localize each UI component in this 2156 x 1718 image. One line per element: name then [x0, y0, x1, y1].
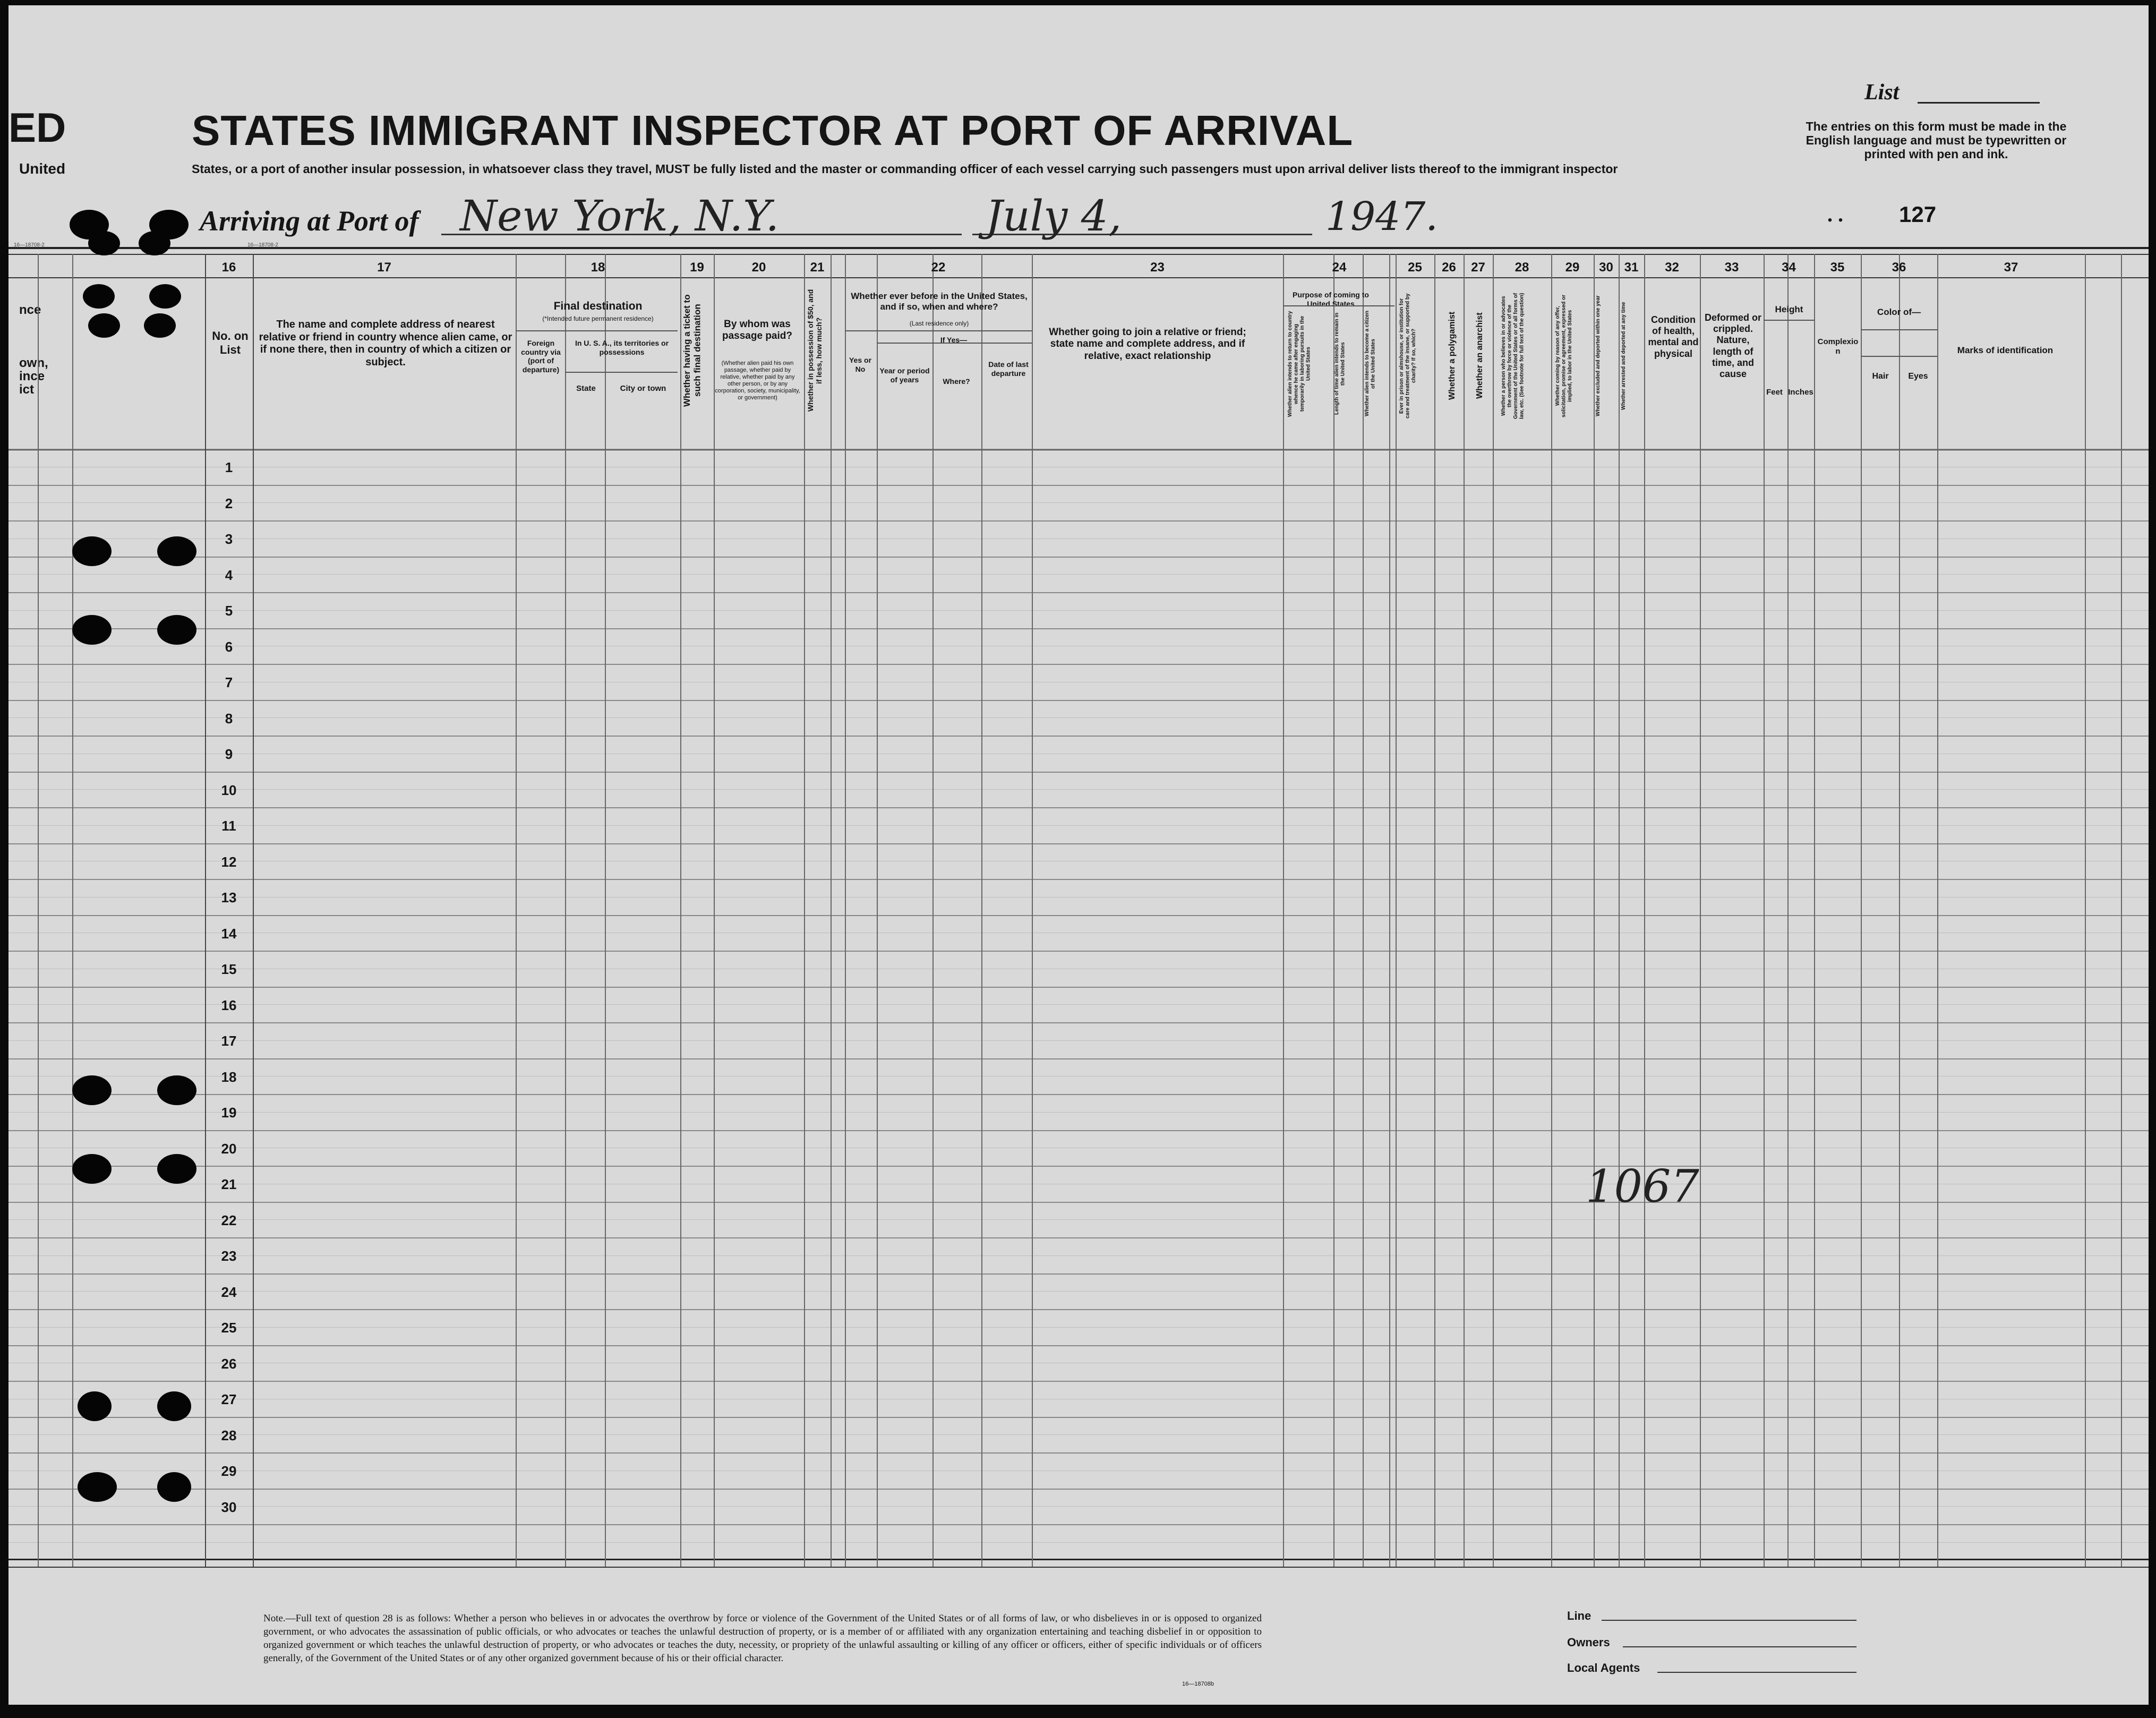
- row-number: 6: [225, 638, 233, 655]
- header-eyes: Eyes: [1908, 372, 1928, 381]
- column-rule: [565, 254, 566, 1567]
- header-excluded: Whether excluded and deported within one year: [1595, 295, 1601, 416]
- column-rule: [831, 254, 832, 1567]
- row-number: 2: [225, 495, 233, 511]
- list-label: List: [1864, 80, 1900, 105]
- row-rule: [8, 1417, 2149, 1418]
- column-rule: [1787, 254, 1789, 1567]
- row-number: 16: [221, 997, 237, 1013]
- column-rule: [714, 254, 715, 1567]
- punch-hole: [78, 1391, 112, 1421]
- row-number: 10: [221, 782, 237, 798]
- row-mid-rule: [8, 789, 2149, 790]
- column-rule: [1814, 254, 1815, 1567]
- header-if-yes: If Yes—: [940, 336, 968, 344]
- column-number: 30: [1599, 260, 1613, 275]
- column-rule: [1333, 254, 1334, 1567]
- row-rule: [8, 1345, 2149, 1346]
- row-rule: [8, 700, 2149, 701]
- column-rule: [877, 254, 878, 1567]
- row-number: 20: [221, 1140, 237, 1157]
- grid-bottom-rule: [8, 1559, 2149, 1560]
- column-rule: [1594, 254, 1595, 1567]
- punch-hole: [88, 231, 120, 255]
- subheader-rule: [1861, 356, 1937, 357]
- row-rule: [8, 485, 2149, 486]
- row-number: 25: [221, 1320, 237, 1336]
- row-number: 13: [221, 890, 237, 905]
- micro-code-left: 16—18708-2: [14, 242, 45, 248]
- row-number: 30: [221, 1499, 237, 1515]
- column-rule: [1700, 254, 1701, 1567]
- left-fragment: nce: [19, 303, 41, 317]
- column-number: 37: [2004, 260, 2018, 275]
- subheader-rule: [516, 330, 678, 331]
- column-rule: [680, 254, 681, 1567]
- header-final-destination-note: (*Intended future permanent residence): [542, 315, 654, 322]
- header-year-period: Year or period of years: [879, 366, 930, 384]
- partial-title: ED: [8, 104, 66, 151]
- left-fragment: own,: [19, 356, 48, 370]
- left-fragment: ince: [19, 369, 45, 383]
- header-hair: Hair: [1872, 372, 1889, 381]
- row-number: 26: [221, 1355, 237, 1372]
- column-rule: [1644, 254, 1645, 1567]
- row-rule: [8, 951, 2149, 952]
- row-number: 18: [221, 1069, 237, 1085]
- row-rule: [8, 628, 2149, 629]
- column-rule: [516, 254, 517, 1567]
- footnote-question-28: Note.—Full text of question 28 is as follows: Whether a person who believes in or advocates the overthrow by force or violence of the Government of the United States or of all forms of law, or who disbelieves in or is opposed to organized government, or who advocates the assassination of public officials, or who advocates or teaches the unlawful destruction of property, or is a member of or affiliated with any organization entertaining and teaching disbelief in or opposition to organized government or which teaches the unlawful destruction of property, or who advocates or teaches the duty, necessity, or propriety of the unlawful assaulting or killing of any officer or officers, either of specific individuals or of officers generally, of the Government of the United States or of any other organized government because of his or their official character.: [263, 1613, 1262, 1664]
- column-rule: [1764, 254, 1765, 1567]
- row-number: 9: [225, 746, 233, 762]
- column-rule: [1937, 254, 1938, 1567]
- column-rule: [1283, 254, 1284, 1567]
- header-anarchist: Whether an anarchist: [1475, 312, 1484, 399]
- column-number: 21: [810, 260, 825, 275]
- local-agents-fill: [1657, 1672, 1856, 1673]
- line-fill: [1602, 1620, 1856, 1621]
- header-inches: Inches: [1788, 388, 1813, 397]
- subheader-rule: [1764, 320, 1814, 321]
- header-ever-before: Whether ever before in the United States, and if so, when and where?: [851, 291, 1028, 312]
- header-where: Where?: [943, 377, 970, 386]
- header-last-residence: (Last residence only): [909, 320, 969, 327]
- row-mid-rule: [8, 502, 2149, 503]
- header-feet: Feet: [1766, 388, 1783, 397]
- owners-fill: [1623, 1646, 1856, 1647]
- header-nearest-relative: The name and complete address of nearest relative or friend in country whence alien came, or if none there, then in country of which a citizen or subject.: [259, 319, 512, 368]
- punch-hole: [72, 536, 112, 566]
- header-overthrow: Whether a person who believes in or advocates the overthrow by force or violence of the Government of the United States or of all forms of law, etc. (See footnote for full text of the question): [1501, 293, 1525, 419]
- punch-hole: [72, 615, 112, 645]
- header-in-usa: In U. S. A., its territories or possessions: [575, 339, 669, 356]
- punch-hole: [157, 1154, 196, 1184]
- row-rule: [8, 1166, 2149, 1167]
- row-rule: [8, 1524, 2149, 1525]
- header-polygamist: Whether a polygamist: [1448, 311, 1457, 400]
- column-number: 18: [591, 260, 605, 275]
- row-rule: [8, 1130, 2149, 1131]
- punch-hole: [139, 231, 170, 255]
- micro-code-center: 16—18708-2: [247, 242, 278, 248]
- row-number: 4: [225, 567, 233, 583]
- row-rule: [8, 1273, 2149, 1275]
- header-purpose-length: Length of time alien intends to remain in the United States: [1334, 312, 1346, 415]
- header-deported: Whether arrested and deported at any time: [1621, 302, 1627, 410]
- date-value: July 4,: [986, 191, 1122, 241]
- row-rule: [8, 1452, 2149, 1454]
- partial-subtitle: United: [19, 160, 66, 177]
- header-labor-offer: Whether coming by reason of any offer, solicitation, promise or agreement, expressed or implied, to labor in the United States: [1555, 294, 1573, 417]
- header-complexion: Complexion: [1817, 337, 1859, 356]
- punch-hole: [157, 1391, 191, 1421]
- row-number: 29: [221, 1463, 237, 1479]
- row-mid-rule: [8, 717, 2149, 718]
- column-rule: [981, 254, 982, 1567]
- row-mid-rule: [8, 825, 2149, 826]
- row-mid-rule: [8, 897, 2149, 898]
- header-state: State: [576, 384, 596, 393]
- row-mid-rule: [8, 1255, 2149, 1256]
- left-fragment: ict: [19, 382, 35, 397]
- column-number: 22: [931, 260, 946, 275]
- column-number: 36: [1892, 260, 1906, 275]
- column-rule: [2085, 254, 2086, 1567]
- punch-hole: [144, 313, 176, 338]
- dots: . .: [1827, 202, 1843, 226]
- row-number: 1: [225, 459, 233, 475]
- handwritten-note: 1067: [1586, 1160, 1699, 1212]
- column-number: 19: [690, 260, 704, 275]
- grid-bottom-rule: [8, 1567, 2149, 1568]
- row-rule: [8, 1202, 2149, 1203]
- column-number: 28: [1515, 260, 1529, 275]
- column-rule: [1899, 254, 1900, 1567]
- column-rule: [1861, 254, 1862, 1567]
- row-rule: [8, 664, 2149, 665]
- punch-hole: [78, 1472, 117, 1502]
- row-number: 27: [221, 1391, 237, 1407]
- column-number: 34: [1782, 260, 1796, 275]
- subheader-rule: [1283, 305, 1394, 306]
- row-mid-rule: [8, 1291, 2149, 1292]
- row-mid-rule: [8, 1434, 2149, 1435]
- header-final-destination: Final destination: [553, 300, 643, 312]
- punch-hole: [88, 313, 120, 338]
- row-rule: [8, 520, 2149, 522]
- column-rule: [1551, 254, 1552, 1567]
- column-rule: [253, 254, 254, 1567]
- punch-hole: [157, 1472, 191, 1502]
- column-rule: [205, 254, 206, 1567]
- row-mid-rule: [8, 610, 2149, 611]
- row-mid-rule: [8, 1327, 2149, 1328]
- column-rule: [1619, 254, 1620, 1567]
- column-number: 27: [1471, 260, 1485, 275]
- column-rule: [605, 254, 606, 1567]
- row-rule: [8, 1237, 2149, 1238]
- row-number: 12: [221, 853, 237, 870]
- row-number: 15: [221, 961, 237, 977]
- header-marks: Marks of identification: [1957, 345, 2054, 355]
- column-number: 33: [1724, 260, 1739, 275]
- header-foreign-country: Foreign country via (port of departure): [521, 339, 561, 374]
- column-number: 35: [1830, 260, 1845, 275]
- row-number: 5: [225, 603, 233, 619]
- subheader-rule: [1861, 329, 1937, 330]
- column-rule: [804, 254, 805, 1567]
- form-subtitle: States, or a port of another insular possession, in whatsoever class they travel, MUST be fully listed and the master or commanding officer of each vessel carrying such passengers must upon arrival deliver lists thereof to the immigrant inspector: [192, 162, 1618, 176]
- header-passage-paid: By whom was passage paid?: [722, 319, 792, 342]
- punch-hole: [149, 284, 181, 309]
- row-number: 21: [221, 1176, 237, 1192]
- list-number-line: [1918, 102, 2040, 104]
- column-rule: [845, 254, 846, 1567]
- port-value: New York, N.Y.: [460, 191, 780, 241]
- row-rule: [8, 987, 2149, 988]
- column-rule: [72, 254, 73, 1567]
- header-date-departure: Date of last departure: [988, 360, 1029, 378]
- row-mid-rule: [8, 1219, 2149, 1220]
- row-rule: [8, 1022, 2149, 1023]
- row-mid-rule: [8, 574, 2149, 575]
- row-number: 24: [221, 1284, 237, 1300]
- column-number: 25: [1408, 260, 1422, 275]
- header-purpose: Purpose of coming to United States: [1293, 290, 1369, 308]
- header-health: Condition of health, mental and physical: [1648, 314, 1699, 359]
- column-number: 26: [1442, 260, 1456, 275]
- header-prison: Ever in prison or almshouse, or institution for care and treatment of the insane, or supported by charity? If so, which?: [1399, 293, 1417, 418]
- row-rule: [8, 807, 2149, 808]
- form-code: 16—18708b: [1182, 1681, 1214, 1687]
- row-rule: [8, 557, 2149, 558]
- column-number: 16: [221, 260, 236, 275]
- label-local-agents: Local Agents: [1567, 1661, 1640, 1674]
- column-number: 29: [1565, 260, 1580, 275]
- header-joining-relative: Whether going to join a relative or friend; state name and complete address, and if relative, exact relationship: [1049, 327, 1246, 362]
- column-rule: [1493, 254, 1494, 1567]
- row-rule: [8, 1058, 2149, 1059]
- row-rule: [8, 736, 2149, 737]
- row-number: 28: [221, 1427, 237, 1443]
- row-mid-rule: [8, 1040, 2149, 1041]
- row-rule: [8, 449, 2149, 450]
- arriving-label: Arriving at Port of: [200, 205, 419, 237]
- column-rule: [1396, 254, 1397, 1567]
- column-number: 20: [751, 260, 766, 275]
- row-number: 14: [221, 925, 237, 942]
- label-owners: Owners: [1567, 1636, 1610, 1649]
- form-title: STATES IMMIGRANT INSPECTOR AT PORT OF ARRIVAL: [192, 107, 1354, 154]
- row-mid-rule: [8, 1506, 2149, 1507]
- column-number: 24: [1332, 260, 1347, 275]
- punch-hole: [72, 1154, 112, 1184]
- column-rule: [1389, 254, 1390, 1567]
- year-value: 1947.: [1325, 194, 1438, 240]
- subheader-rule: [877, 343, 1032, 344]
- row-mid-rule: [8, 1112, 2149, 1113]
- header-no-on-list: No. on List: [212, 329, 249, 356]
- subheader-rule: [845, 330, 1032, 331]
- row-number: 17: [221, 1033, 237, 1049]
- row-rule: [8, 1381, 2149, 1382]
- row-rule: [8, 592, 2149, 593]
- grid-top-rule: [8, 254, 2149, 255]
- row-number: 7: [225, 674, 233, 690]
- row-rule: [8, 1489, 2149, 1490]
- column-number: 23: [1150, 260, 1165, 275]
- header-yes-no: Yes or No: [849, 356, 872, 373]
- sheet-number: 127: [1899, 202, 1937, 227]
- row-number: 23: [221, 1248, 237, 1264]
- column-rule: [1464, 254, 1465, 1567]
- header-purpose-return: Whether alien intends to return to country whence he came after engaging temporarily in laboring pursuits in the United States: [1287, 311, 1312, 417]
- punch-hole: [157, 536, 196, 566]
- row-number: 8: [225, 710, 233, 726]
- column-number: 31: [1624, 260, 1639, 275]
- grid-top-rule: [8, 247, 2149, 249]
- row-rule: [8, 879, 2149, 880]
- column-rule: [1363, 254, 1364, 1567]
- grid-header-rule: [8, 277, 2149, 278]
- column-rule: [38, 254, 39, 1567]
- row-rule: [8, 1309, 2149, 1310]
- row-rule: [8, 772, 2149, 773]
- row-number: 19: [221, 1105, 237, 1121]
- header-passage-note: (Whether alien paid his own passage, whether paid by relative, whether paid by any other person, or by any corporation, society, municipality, or government): [715, 360, 800, 401]
- column-number: 17: [377, 260, 391, 275]
- header-fifty-dollars: Whether in possession of $50, and if less, how much?: [806, 289, 824, 412]
- row-number: 3: [225, 531, 233, 547]
- punch-hole: [157, 1075, 196, 1105]
- row-mid-rule: [8, 1542, 2149, 1543]
- header-deformed: Deformed or crippled. Nature, length of time, and cause: [1704, 312, 1761, 380]
- row-number: 22: [221, 1212, 237, 1228]
- header-city: City or town: [620, 384, 666, 393]
- row-mid-rule: [8, 1004, 2149, 1005]
- row-rule: [8, 843, 2149, 844]
- manifest-sheet: [8, 5, 2149, 1705]
- column-rule: [932, 254, 934, 1567]
- row-rule: [8, 915, 2149, 916]
- header-ticket: Whether having a ticket to such final destination: [682, 294, 703, 407]
- column-rule: [2121, 254, 2122, 1567]
- form-instructions: The entries on this form must be made in the English language and must be typewritten or printed with pen and ink.: [1806, 119, 2067, 161]
- row-number: 11: [221, 818, 236, 834]
- column-number: 32: [1665, 260, 1679, 275]
- header-color-of: Color of—: [1877, 307, 1921, 317]
- subheader-rule: [565, 372, 678, 373]
- label-line: Line: [1567, 1609, 1592, 1622]
- header-purpose-citizen: Whether alien intends to become a citizen of the United States: [1364, 311, 1376, 417]
- punch-hole: [83, 284, 115, 309]
- punch-hole: [72, 1075, 112, 1105]
- punch-hole: [157, 615, 196, 645]
- column-rule: [1434, 254, 1435, 1567]
- row-rule: [8, 1094, 2149, 1095]
- column-rule: [1032, 254, 1033, 1567]
- header-height: Height: [1775, 304, 1803, 314]
